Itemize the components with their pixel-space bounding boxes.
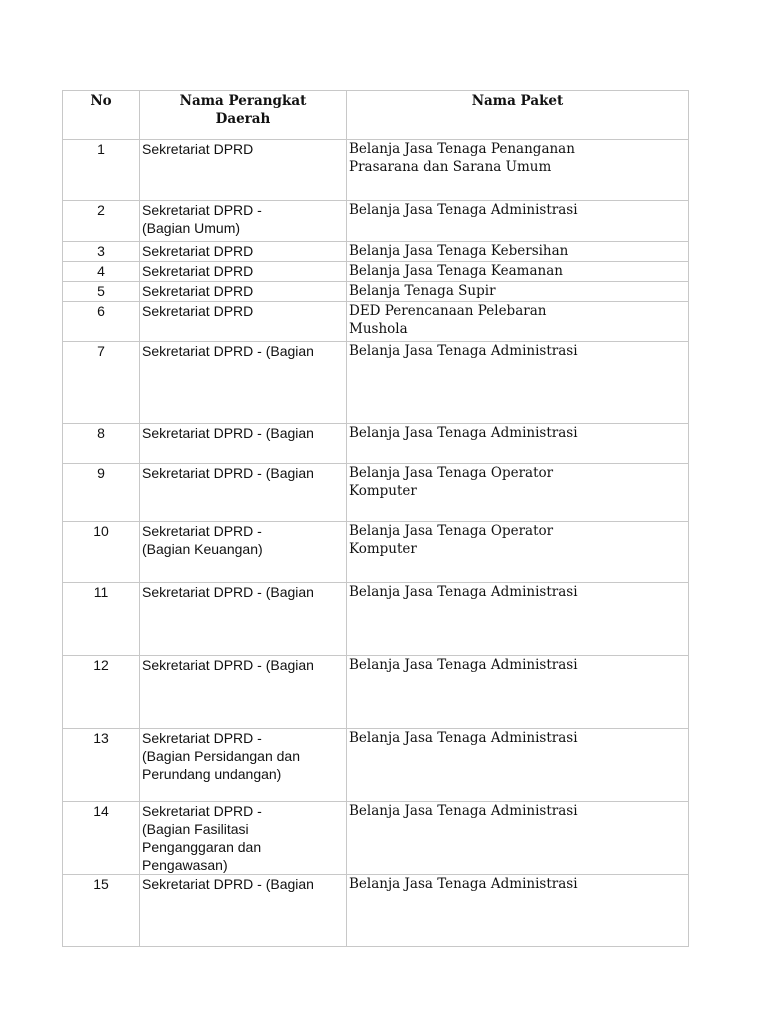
nama-paket-cell: Belanja Jasa Tenaga Kebersihan [347,242,689,262]
table-row [63,201,689,242]
row-number: 3 [63,242,140,262]
table-row [63,656,689,729]
row-number: 1 [63,140,140,201]
perangkat-daerah-cell: Sekretariat DPRD - (Bagian [140,424,347,464]
table-body [63,140,689,947]
nama-paket-cell: Belanja Jasa Tenaga Administrasi [347,729,689,802]
row-number: 13 [63,729,140,802]
nama-paket-cell: Belanja Jasa Tenaga Penanganan Prasarana dan Sarana Umum [347,140,689,201]
header-no: No [63,91,140,140]
row-number: 6 [63,302,140,342]
table-row [63,424,689,464]
table-row [63,302,689,342]
nama-paket-cell: Belanja Jasa Tenaga Administrasi [347,342,689,424]
table-row [63,242,689,262]
table-row [63,802,689,875]
perangkat-daerah-cell: Sekretariat DPRD [140,302,347,342]
perangkat-daerah-cell: Sekretariat DPRD [140,242,347,262]
nama-paket-cell: Belanja Jasa Tenaga Administrasi [347,583,689,656]
nama-paket-cell: DED Perencanaan Pelebaran Mushola [347,302,689,342]
row-number: 12 [63,656,140,729]
nama-paket-cell: Belanja Jasa Tenaga Operator Komputer [347,464,689,522]
package-table [62,90,689,947]
nama-paket-cell: Belanja Jasa Tenaga Operator Komputer [347,522,689,583]
table-row [63,262,689,282]
row-number: 14 [63,802,140,875]
row-number: 2 [63,201,140,242]
perangkat-daerah-cell: Sekretariat DPRD [140,282,347,302]
perangkat-daerah-cell: Sekretariat DPRD - (Bagian Umum) [140,201,347,242]
perangkat-daerah-cell: Sekretariat DPRD - (Bagian Persidangan dan Perundang undangan) [140,729,347,802]
table-row [63,875,689,947]
perangkat-daerah-cell: Sekretariat DPRD - (Bagian [140,342,347,424]
perangkat-daerah-cell: Sekretariat DPRD - (Bagian [140,656,347,729]
nama-paket-cell: Belanja Jasa Tenaga Administrasi [347,424,689,464]
table-row [63,522,689,583]
perangkat-daerah-cell: Sekretariat DPRD - (Bagian Fasilitasi Penganggaran dan Pengawasan) [140,802,347,875]
row-number: 4 [63,262,140,282]
table-row [63,729,689,802]
nama-paket-cell: Belanja Jasa Tenaga Administrasi [347,656,689,729]
table-row [63,464,689,522]
perangkat-daerah-cell: Sekretariat DPRD [140,140,347,201]
table-row [63,342,689,424]
row-number: 15 [63,875,140,947]
table-row [63,583,689,656]
header-row [63,91,689,140]
nama-paket-cell: Belanja Jasa Tenaga Administrasi [347,802,689,875]
table-row [63,140,689,201]
perangkat-daerah-cell: Sekretariat DPRD - (Bagian [140,875,347,947]
nama-paket-cell: Belanja Jasa Tenaga Administrasi [347,875,689,947]
header-nama-paket: Nama Paket [347,91,689,140]
row-number: 11 [63,583,140,656]
nama-paket-cell: Belanja Tenaga Supir [347,282,689,302]
row-number: 9 [63,464,140,522]
table-row [63,282,689,302]
row-number: 7 [63,342,140,424]
perangkat-daerah-cell: Sekretariat DPRD - (Bagian [140,464,347,522]
row-number: 5 [63,282,140,302]
perangkat-daerah-cell: Sekretariat DPRD - (Bagian [140,583,347,656]
row-number: 8 [63,424,140,464]
header-nama-perangkat-daerah: Nama Perangkat Daerah [140,91,347,140]
perangkat-daerah-cell: Sekretariat DPRD - (Bagian Keuangan) [140,522,347,583]
perangkat-daerah-cell: Sekretariat DPRD [140,262,347,282]
row-number: 10 [63,522,140,583]
nama-paket-cell: Belanja Jasa Tenaga Administrasi [347,201,689,242]
nama-paket-cell: Belanja Jasa Tenaga Keamanan [347,262,689,282]
